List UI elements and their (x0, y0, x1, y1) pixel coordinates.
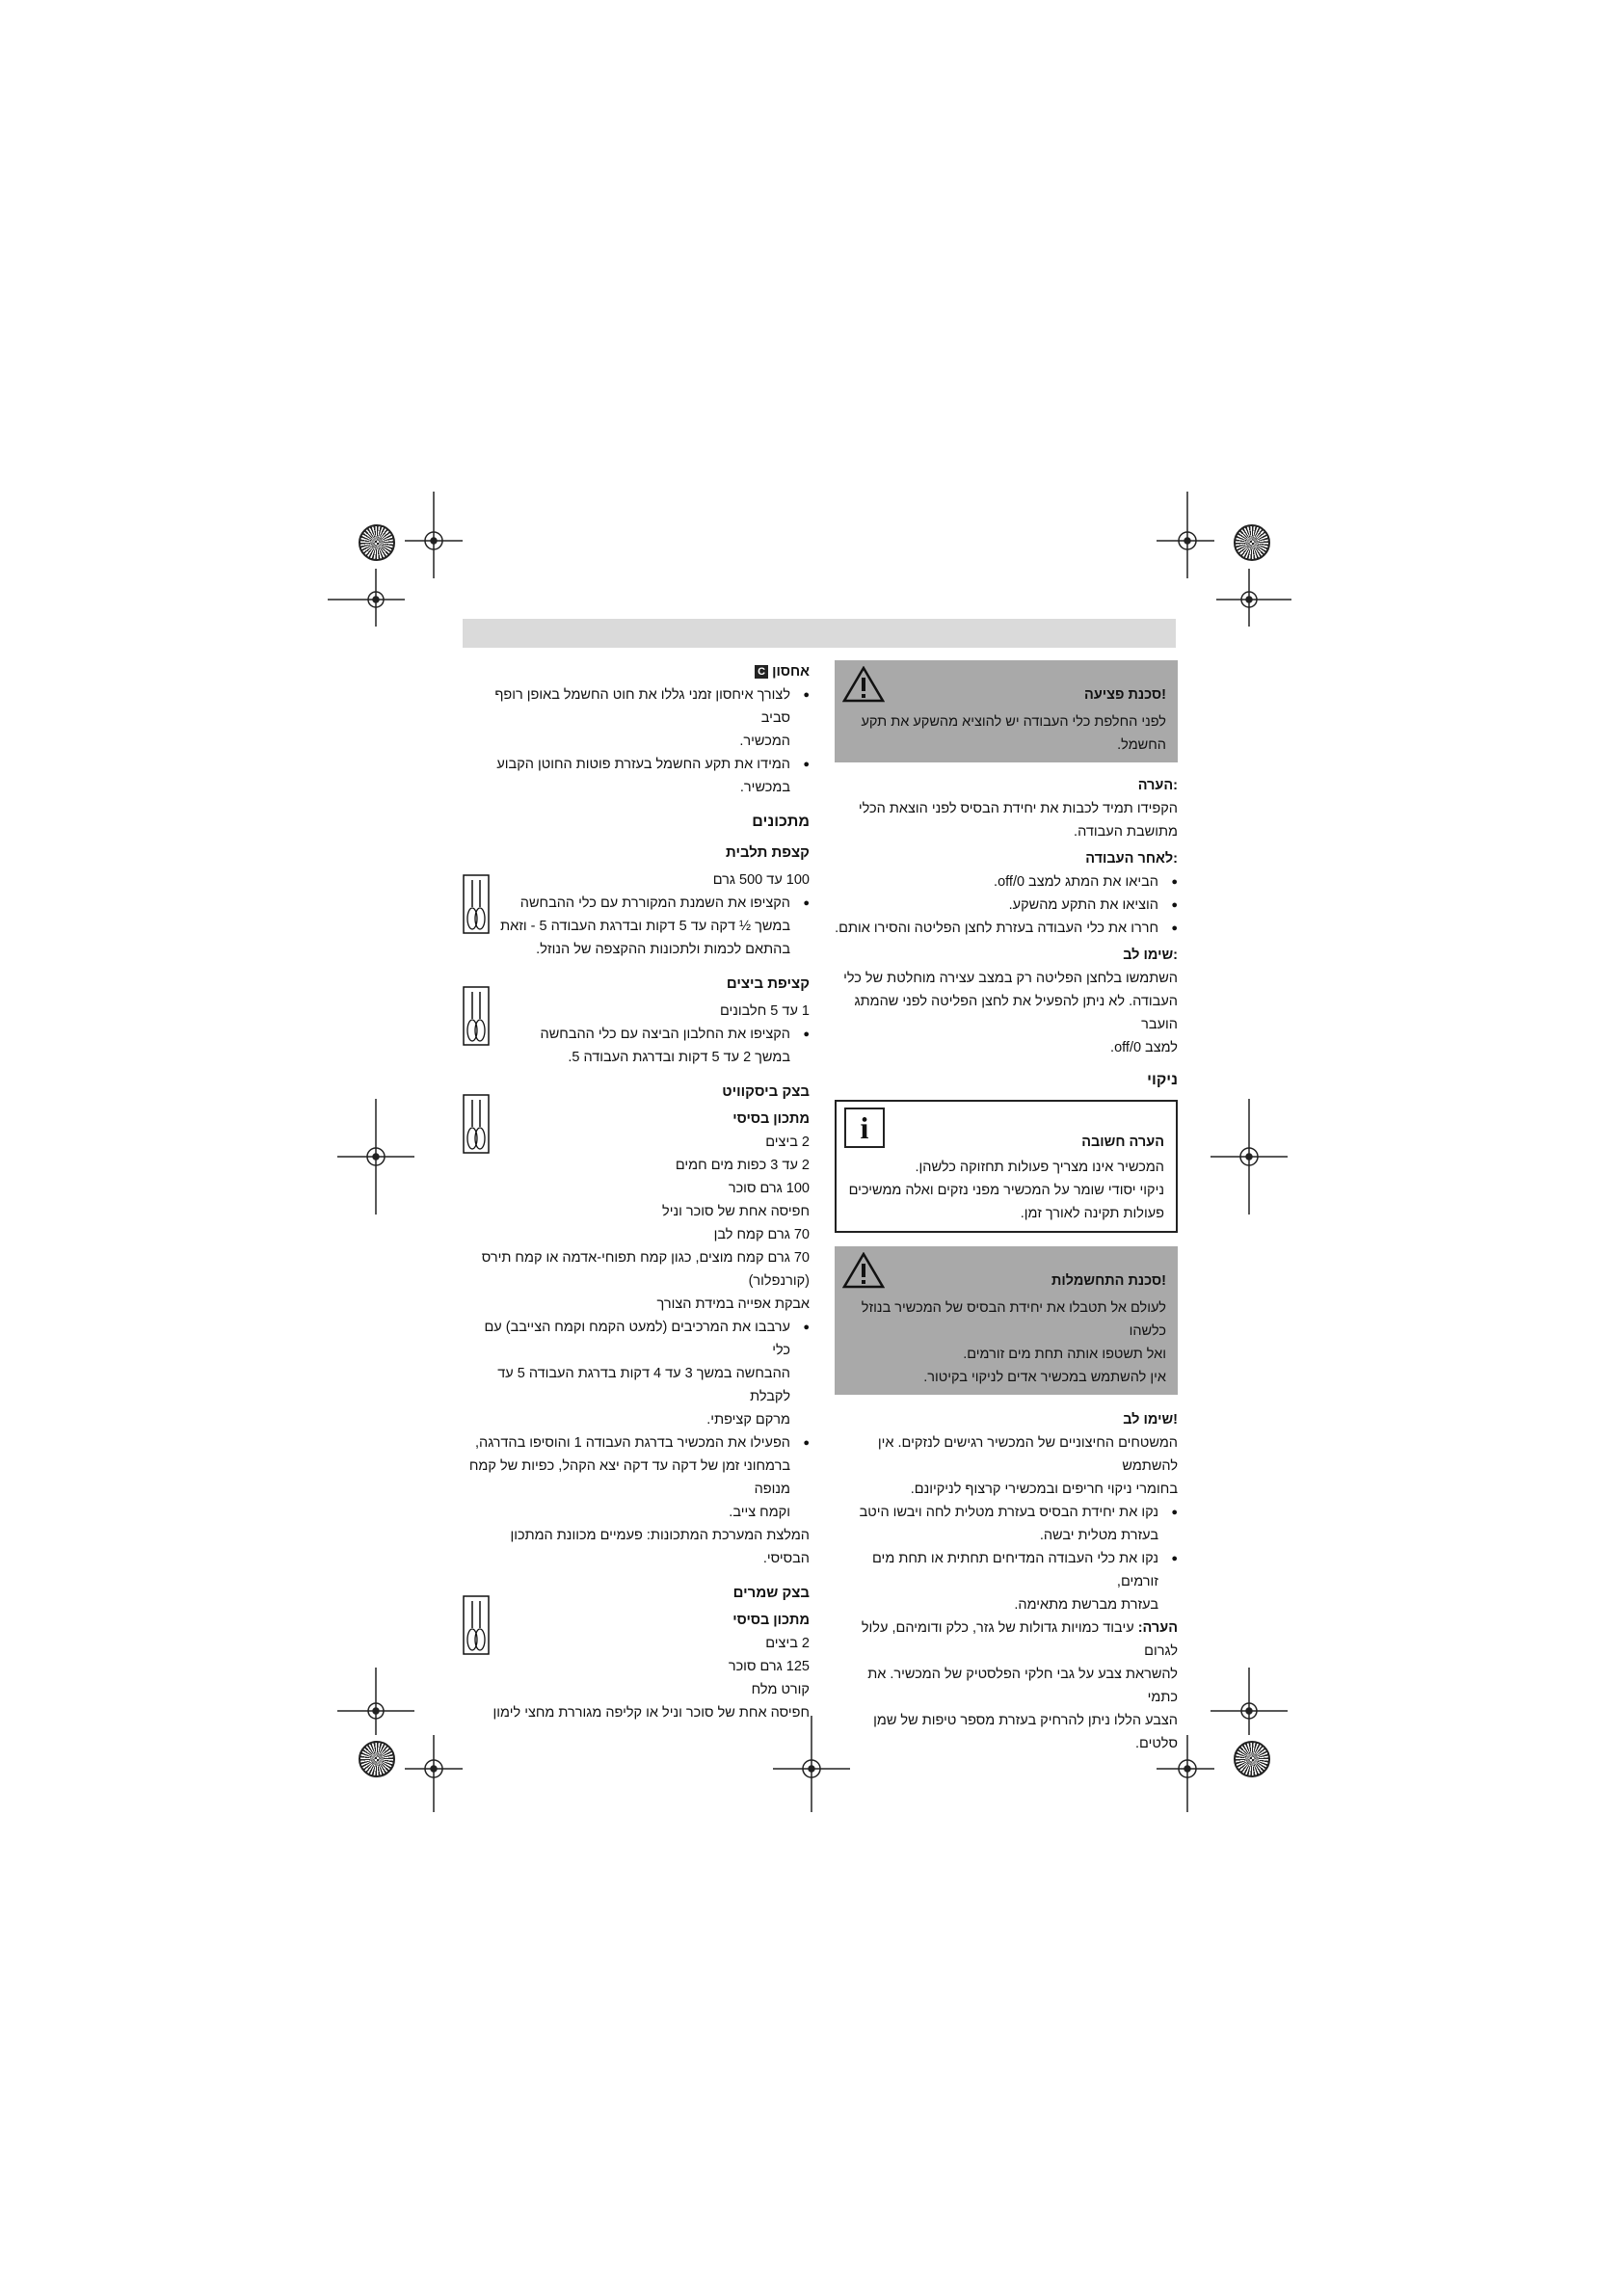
after-work-item: ● הביאו את המתג למצב off/0. (835, 870, 1178, 894)
biscuit-recipe-title: מתכון בסיסי (732, 1111, 810, 1127)
after-work-item: ● חררו את כלי העבודה בעזרת לחצן הפליטה והסירו אותם. (835, 917, 1178, 940)
storage-item: ● לצורך איחסון זמני גללו את חוט החשמל באופן רופף סביב (463, 683, 810, 730)
warning-line: ואל תשטפו אותה תחת מים זורמים. (963, 1347, 1166, 1362)
cream-step-cont: בהתאם לכמות ולתכונות ההקצפה של הנוזל. (536, 942, 790, 957)
cream-title: קצפת תלבית (726, 844, 810, 861)
attention-line: למצב off/0. (1110, 1040, 1178, 1055)
biscuit-ingredient: 100 גרם סוכר (728, 1181, 810, 1196)
eggs-step-cont: במשך 2 עד 5 דקות ובדרגת העבודה 5. (568, 1050, 790, 1065)
cleaning-item: ● נקו את יחידת הבסיס בעזרת מטלית לחה ויבשו היטב (835, 1501, 1178, 1524)
recipe-biscuit (463, 1081, 810, 1570)
warning-triangle-icon (842, 666, 885, 703)
whisk-icon (463, 1595, 490, 1655)
final-note-line (835, 1616, 1178, 1663)
biscuit-step-cont: ברמחוני זמן של דקה עד דקה יצא הקהל, כפיות של קמח מנופה (468, 1458, 790, 1497)
note-label: :הערה (1137, 778, 1178, 793)
final-note-label: הערה: (1137, 1620, 1178, 1636)
yeast-ingredient: 125 גרם סוכר (728, 1659, 810, 1674)
biscuit-step-cont: וקמח צייב. (729, 1505, 790, 1520)
biscuit-ingredient: חפיסה אחת של סוכר וניל (662, 1204, 810, 1219)
eggs-title: קציפת ביצים (726, 975, 810, 992)
biscuit-ingredient: 70 גרם קמח לבן (713, 1227, 810, 1242)
info-line: המכשיר אינו מצריך פעולות תחזוקה כלשהן. (915, 1160, 1164, 1175)
attention-title: :שימו לב (1123, 948, 1178, 963)
biscuit-step-cont: ההבחשה במשך 3 עד 4 דקות בדרגת העבודה 5 עד לקבלת (497, 1366, 790, 1404)
attention-line: העבודה. לא ניתן להפעיל את לחצן הפליטה לפני שהמתג הועבר (854, 994, 1178, 1032)
final-note-text: עיבוד כמויות גדולות של גזר, כלק ודומיהם, עלול לגרום (861, 1620, 1178, 1659)
info-box (835, 1100, 1178, 1233)
cream-step: ● הקציפו את השמנת המקוררת עם כלי ההבחשה (463, 892, 810, 915)
biscuit-step-cont: מרקם קציפתי. (706, 1412, 790, 1428)
recipe-cream (463, 841, 810, 961)
registration-rosette (1234, 524, 1270, 561)
registration-rosette (1234, 1741, 1270, 1777)
final-note-line: להשראת צבע על גבי חלקי הפלסטיק של המכשיר. את כתמי (867, 1667, 1178, 1705)
storage-item-cont: המכשיר. (739, 734, 790, 749)
info-icon: i (844, 1108, 885, 1148)
biscuit-tip: המלצת המערכת המתכונות: פעמיים מכוונת המתכון הבסיסי. (510, 1528, 810, 1566)
yeast-ingredient: חפיסה אחת של סוכר וניל או קליפה מגוררת מחצי לימון (492, 1705, 810, 1721)
note-line: הקפידו תמיד לכבות את יחידת הבסיס לפני הוצאת הכלי (858, 801, 1178, 816)
eggs-step: ● הקציפו את החלבון הביצה עם כלי ההבחשה (463, 1023, 810, 1046)
warning-title: !סכנת פציעה (1084, 687, 1166, 703)
final-note-line: הצבע הללו ניתן להרחיק בעזרת מספר טיפות של שמן סלטים. (873, 1713, 1178, 1751)
cream-qty: 100 עד 500 גרם (712, 872, 810, 888)
attention2-line: בחומרי ניקוי חריפים ובמכשירי קרצוף לניקיונם. (910, 1482, 1178, 1497)
biscuit-title: בצק ביסקוויט (722, 1083, 810, 1100)
info-line: פעולות תקינה לאורך זמן. (1020, 1206, 1164, 1221)
registration-rosette (359, 524, 395, 561)
yeast-recipe-title: מתכון בסיסי (732, 1613, 810, 1628)
info-title: הערה חשובה (1081, 1135, 1164, 1150)
header-bar (463, 619, 1176, 648)
whisk-icon (463, 1094, 490, 1154)
attention-line: השתמשו בלחצן הפליטה רק במצב עצירה מוחלטת של כלי (843, 971, 1178, 986)
registration-rosette (359, 1741, 395, 1777)
attention2-line: המשטחים החיצוניים של המכשיר רגישים לנזקים. אין להשתמש (877, 1435, 1178, 1474)
biscuit-ingredient: 70 גרם קמח מוצים, כגון קמח תפוחי-אדמה או קמח תירס (481, 1250, 810, 1266)
eggs-qty: 1 עד 5 חלבונים (719, 1003, 810, 1019)
note-line: מתושבת העבודה. (1074, 824, 1178, 840)
storage-title-text: אחסון (772, 664, 810, 680)
left-column (463, 660, 810, 1724)
after-work-title: :לאחר העבודה (1085, 851, 1178, 867)
yeast-ingredient: 2 ביצים (765, 1636, 810, 1651)
info-line: ניקוי יסודי שומר על המכשיר מפני נזקים ואלה ממשיכים (848, 1183, 1164, 1198)
cleaning-title: ניקוי (1147, 1072, 1178, 1088)
warning-triangle-icon (842, 1252, 885, 1289)
recipe-yeast (463, 1582, 810, 1724)
biscuit-ingredient: (קורנפלור) (748, 1273, 810, 1289)
figure-ref-c: C (755, 665, 768, 679)
cleaning-item-cont: בעזרת מטלית יבשה. (1039, 1528, 1158, 1543)
warning-line: לפני החלפת כלי העבודה יש להוציא מהשקע את תקע (861, 714, 1166, 730)
warning-box-injury (835, 660, 1178, 762)
cleaning-item-cont: בעזרת מברשת מתאימה. (1014, 1597, 1158, 1613)
cleaning-item: ● נקו את כלי העבודה המדיחים תחתית או תחת מים זורמים, (835, 1547, 1178, 1593)
biscuit-step: ● ערבבו את המרכיבים (למעט הקמח וקמח הצייבב) עם כלי (463, 1316, 810, 1362)
after-work-item: ● הוציאו את התקע מהשקע. (835, 894, 1178, 917)
storage-item: ● המידו את תקע החשמל בעזרת פוטות החוטן הקבוע (463, 753, 810, 776)
attention2-title: !שימו לב (1123, 1412, 1178, 1428)
storage-item-cont: במכשיר. (739, 780, 790, 795)
biscuit-ingredient: 2 ביצים (765, 1135, 810, 1150)
warning-title: !סכנת התחשמלות (1051, 1273, 1166, 1289)
recipe-eggs (463, 973, 810, 1069)
storage-title (463, 660, 810, 683)
cream-step-cont: במשך ½ דקה עד 5 דקות ובדרגת העבודה 5 - וזאת (500, 919, 790, 934)
biscuit-ingredient: אבקת אפייה במידת הצורך (656, 1296, 810, 1312)
warning-line: החשמל. (1117, 737, 1166, 753)
right-column (835, 660, 1178, 1755)
warning-line: אין להשתמש במכשיר אדים לניקוי בקיטור. (923, 1370, 1166, 1385)
yeast-title: בצק שמרים (732, 1585, 810, 1601)
biscuit-ingredient: 2 עד 3 כפות מים חמים (675, 1158, 810, 1173)
warning-box-electric (835, 1246, 1178, 1395)
warning-line: לעולם אל תטבלו את יחידת הבסיס של המכשיר בנוזל כלשהו (861, 1300, 1166, 1339)
recipes-title: מתכונים (752, 814, 810, 830)
biscuit-step: ● הפעילו את המכשיר בדרגת העבודה 1 והוסיפו בהדרגה, (463, 1431, 810, 1455)
yeast-ingredient: קורט מלח (751, 1682, 810, 1697)
